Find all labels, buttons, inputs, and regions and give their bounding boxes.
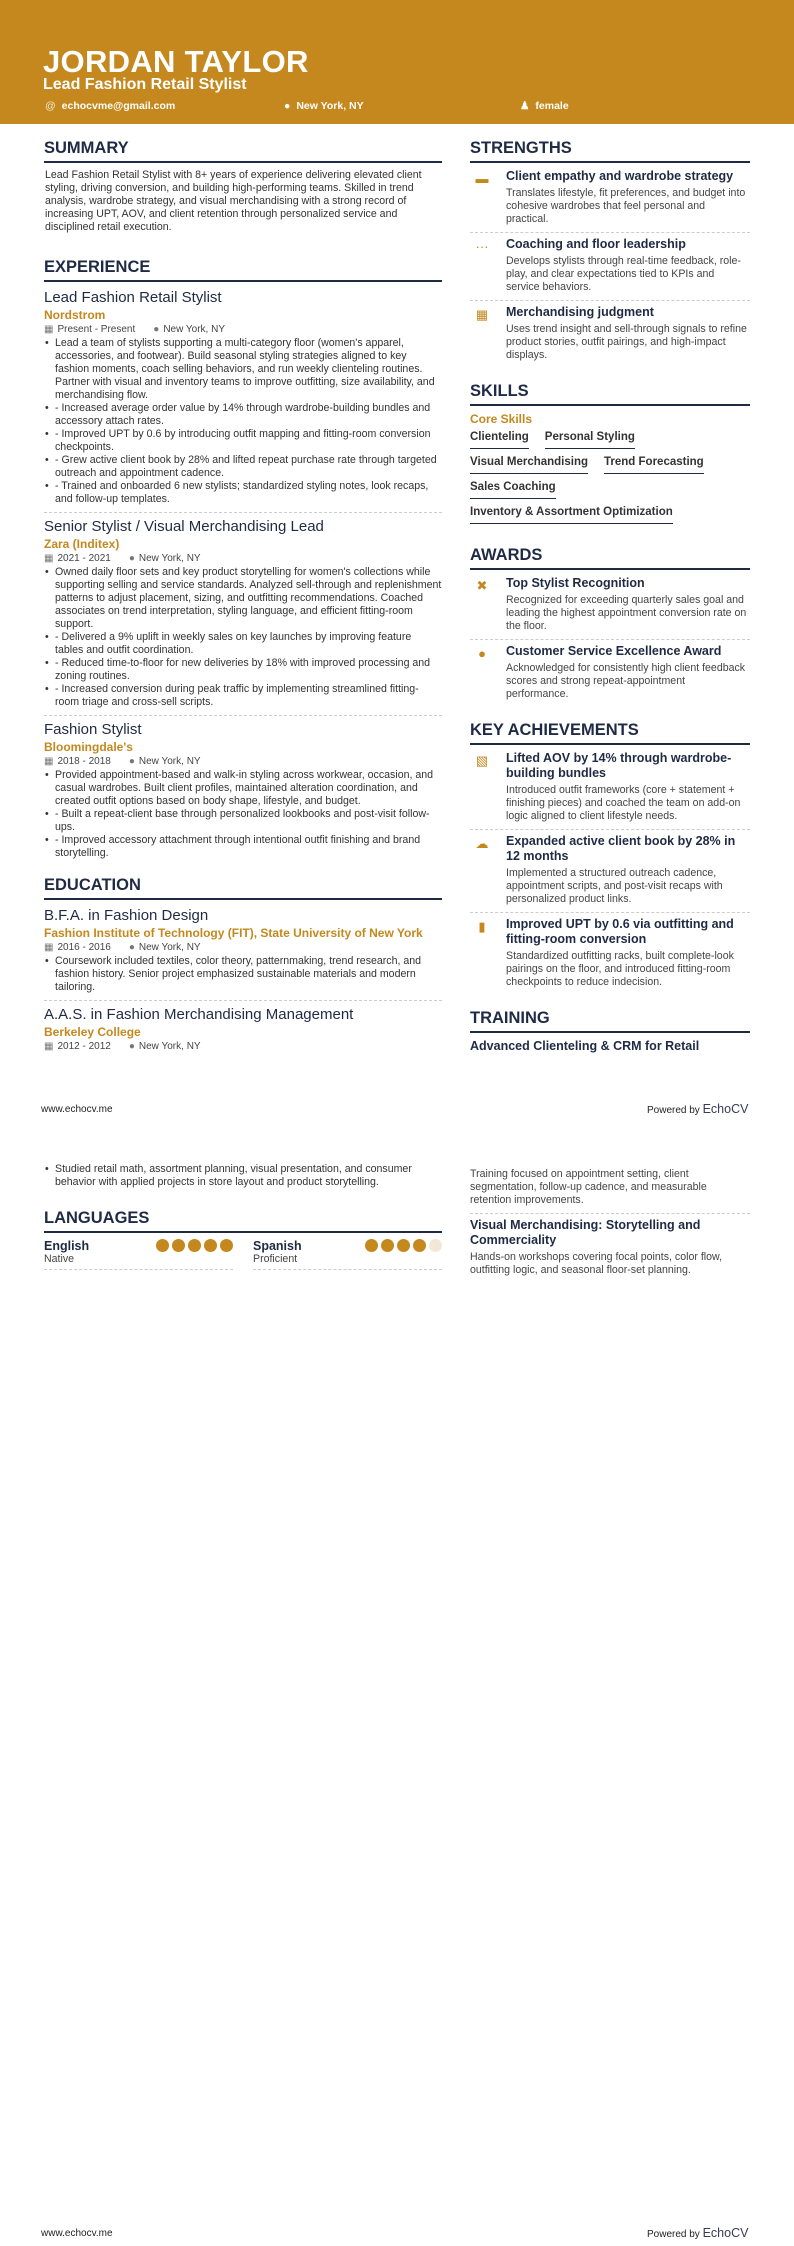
meta: ▦ 2021 - 2021 ● New York, NY [44,553,201,564]
rating-dot [156,1239,169,1252]
chat-dots-icon: ● [478,646,486,661]
education-item [44,906,442,994]
section-title: EXPERIENCE [44,258,442,282]
footer-website[interactable]: www.echocv.me [41,2228,113,2239]
location-pin-icon: ● [153,324,160,335]
item-desc: Uses trend insight and sell-through signals to refine product stories, outfit pairings, and high-impact displays. [506,323,747,361]
job-title: Lead Fashion Retail Stylist [44,289,222,306]
location-pin-icon: ● [128,1041,135,1052]
item-desc: Acknowledged for consistently high client feedback scores and strong repeat-appointment performance. [506,662,746,700]
item-title: Expanded active client book by 28% in 12 months [506,834,736,863]
job-title: Fashion Stylist [44,721,142,738]
location-pin-icon: ● [284,100,291,112]
skill-group-title: Core Skills [470,412,533,426]
degree: B.F.A. in Fashion Design [44,907,209,924]
item-desc: Standardized outfitting racks, built complete-look pairings on the floor, and introduced fitting-room checkpoints to reduce indecision. [506,950,734,988]
training-title: Advanced Clienteling & CRM for Retail [470,1039,700,1053]
language-item: English Native [44,1239,233,1270]
speech-bubble-icon: ▮ [478,919,486,934]
strengths-item [470,305,750,362]
meta: ▦ Present - Present ● New York, NY [44,324,226,335]
echocv-logo: EchoCV [702,2226,749,2240]
rating-dots [365,1239,442,1265]
summary-section [44,139,442,234]
training-title: Visual Merchandising: Storytelling and Commerciality [470,1218,701,1247]
rating-dot [429,1239,442,1252]
rating-dot [172,1239,185,1252]
language-item: Spanish Proficient [253,1239,442,1270]
cloud-icon: ☁ [475,836,489,851]
right-column-page2 [470,1168,750,1277]
item-title: Lifted AOV by 14% through wardrobe-building bundles [506,751,732,780]
bullet: • - Reduced time-to-floor for new deliveries by 18% with improved processing and zoning routines. [44,657,442,683]
skill-tag: Personal Styling [545,428,635,449]
calendar-icon: ▦ [44,756,54,767]
section-title: EDUCATION [44,876,442,900]
skill-tag: Inventory & Assortment Optimization [470,503,673,524]
job-title: Senior Stylist / Visual Merchandising Lead [44,518,324,535]
footer-website[interactable]: www.echocv.me [41,1104,113,1115]
achievements-item [470,751,750,823]
section-title: SKILLS [470,382,750,406]
awards-item [470,644,750,701]
person-icon: ♟ [520,100,530,112]
rating-dot [204,1239,217,1252]
document-icon: ▧ [475,753,489,768]
school: Fashion Institute of Technology (FIT), State University of New York [44,926,423,940]
section-title: KEY ACHIEVEMENTS [470,721,750,745]
header [0,0,794,124]
bullet: • - Improved UPT by 0.6 by introducing outfit mapping and fitting-room conversion checkpoints. [44,428,442,454]
company: Bloomingdale's [44,740,133,754]
awards-item [470,576,750,633]
rating-dot [413,1239,426,1252]
bullet: • Owned daily floor sets and key product storytelling for women's collections while supporting selling and service standards. Analyzed sell-through and replenishment patterns to adjust placement, sizing, and outfitting recommendations. Coached associates on trend interpretation, styling language, and efficient fitting-room support. [44,566,442,631]
left-column [44,139,442,1054]
skill-tag: Trend Forecasting [604,453,704,474]
item-title: Client empathy and wardrobe strategy [506,169,734,183]
strengths-item [470,237,750,294]
candidate-title: Lead Fashion Retail Stylist [43,76,247,93]
section-title: LANGUAGES [44,1209,442,1233]
left-column-page2 [44,1163,442,1270]
experience-section [44,258,442,860]
training-desc: Training focused on appointment setting, client segmentation, follow-up cadence, and measurable retention improvements. [470,1168,707,1206]
bullet: • - Increased conversion during peak traffic by implementing streamlined fitting-room triage and cross-sell scripts. [44,683,442,709]
skill-tag: Sales Coaching [470,478,556,499]
item-desc: Translates lifestyle, fit preferences, and budget into cohesive wardrobes that feel personal and practical. [506,187,746,225]
item-title: Top Stylist Recognition [506,576,645,590]
bullet: • Lead a team of stylists supporting a multi-category floor (women's apparel, accessories, and footwear). Build seasonal styling strategies aligned to key fashion moments, coach selling behaviors, and run weekly clienteling routines. Partner with visual and inventory teams to improve outfitting, size availability, and merchandising flow. [44,337,442,402]
meta: ▦ 2012 - 2012 ● New York, NY [44,1041,201,1052]
training-desc: Hands-on workshops covering focal points, color flow, outfitting logic, and seasonal floor-set planning. [470,1251,723,1276]
calendar-icon: ▦ [44,553,54,564]
rating-dot [365,1239,378,1252]
bullet: • - Trained and onboarded 6 new stylists; standardized styling notes, look recaps, and follow-up templates. [44,480,442,506]
company: Zara (Inditex) [44,537,120,551]
job-item [44,288,442,506]
rating-dot [397,1239,410,1252]
location-pin-icon: ● [128,942,135,953]
building-icon: ▦ [475,307,489,322]
rating-dot [188,1239,201,1252]
item-desc: Introduced outfit frameworks (core + statement + finishing pieces) and coached the team on add-on logic aligned to client lifestyle needs. [506,784,741,822]
meta: ▦ 2016 - 2016 ● New York, NY [44,942,201,953]
candidate-name: JORDAN TAYLOR [43,44,309,79]
achievements-section [470,721,750,989]
rating-dot [220,1239,233,1252]
calendar-icon: ▦ [44,324,54,335]
calendar-icon: ▦ [44,1041,54,1052]
bullet: • - Delivered a 9% uplift in weekly sales on key launches by improving feature tables and outfit coordination. [44,631,442,657]
bullet: • Studied retail math, assortment planning, visual presentation, and consumer behavior with applied projects in store layout and product storytelling. [44,1163,442,1189]
education-section [44,876,442,1054]
ellipsis-icon: ··· [475,239,489,254]
bullet: • - Increased average order value by 14% through wardrobe-building bundles and accessory attach rates. [44,402,442,428]
item-title: Merchandising judgment [506,305,654,319]
degree: A.A.S. in Fashion Merchandising Management [44,1006,354,1023]
item-desc: Implemented a structured outreach cadence, appointment scripts, and post-visit recaps with personalized product links. [506,867,723,905]
rating-dot [381,1239,394,1252]
bullet: • - Grew active client book by 28% and lifted repeat purchase rate through targeted outreach and appointment cadence. [44,454,442,480]
item-title: Improved UPT by 0.6 via outfitting and fitting-room conversion [506,917,734,946]
section-title: AWARDS [470,546,750,570]
section-title: TRAINING [470,1009,750,1033]
contact-gender: ♟ female [520,100,569,112]
training-section [470,1009,750,1054]
strengths-section [470,139,750,362]
languages-section [44,1209,442,1270]
tag-x-icon: ✖ [476,578,488,593]
education-item [44,1005,442,1054]
achievements-item [470,834,750,906]
echocv-logo: EchoCV [702,1102,749,1116]
item-desc: Develops stylists through real-time feedback, role-play, and clear expectations tied to KPIs and service behaviors. [506,255,741,293]
section-title: SUMMARY [44,139,442,163]
school: Berkeley College [44,1025,141,1039]
bullet: • - Built a repeat-client base through personalized lookbooks and post-visit follow-ups. [44,808,442,834]
location-pin-icon: ● [128,756,135,767]
location-pin-icon: ● [128,553,135,564]
achievements-item [470,917,750,989]
company: Nordstrom [44,308,106,322]
item-title: Coaching and floor leadership [506,237,686,251]
bullet: • Provided appointment-based and walk-in styling across workwear, occasion, and casual wardrobes. Built client profiles, maintained alteration coordination, and created outfit options based on body shape, lifestyle, and budget. [44,769,442,808]
footer-powered: Powered by EchoCV [647,1102,749,1116]
bullet: • - Improved accessory attachment through intentional outfit finishing and brand storytelling. [44,834,442,860]
summary-text: Lead Fashion Retail Stylist with 8+ years of experience delivering elevated client styling, driving conversion, and building high-performing teams. Skilled in trend analysis, wardrobe strategy, and visual merchandising with a strong record of increasing UPT, AOV, and client retention through personalized service and disciplined retail execution. [45,169,422,233]
section-title: STRENGTHS [470,139,750,163]
meta: ▦ 2018 - 2018 ● New York, NY [44,756,201,767]
item-title: Customer Service Excellence Award [506,644,722,658]
contact-email[interactable]: @ echocvme@gmail.com [45,100,176,112]
skills-section [470,382,750,528]
at-icon: @ [45,100,56,112]
battery-icon: ▬ [475,171,489,186]
awards-section [470,546,750,701]
contact-location: ● New York, NY [284,100,364,112]
bullet: • Coursework included textiles, color theory, patternmaking, trend research, and fashion history. Senior project emphasized sustainable materials and modern tailoring. [44,955,442,994]
rating-dots [156,1239,233,1265]
strengths-item [470,169,750,226]
right-column [470,139,750,1054]
job-item [44,720,442,860]
job-item [44,517,442,709]
item-desc: Recognized for exceeding quarterly sales goal and leading the highest appointment conversion rate on the floor. [506,594,747,632]
calendar-icon: ▦ [44,942,54,953]
footer-powered: Powered by EchoCV [647,2226,749,2240]
skill-tag: Visual Merchandising [470,453,588,474]
skill-tag: Clienteling [470,428,529,449]
